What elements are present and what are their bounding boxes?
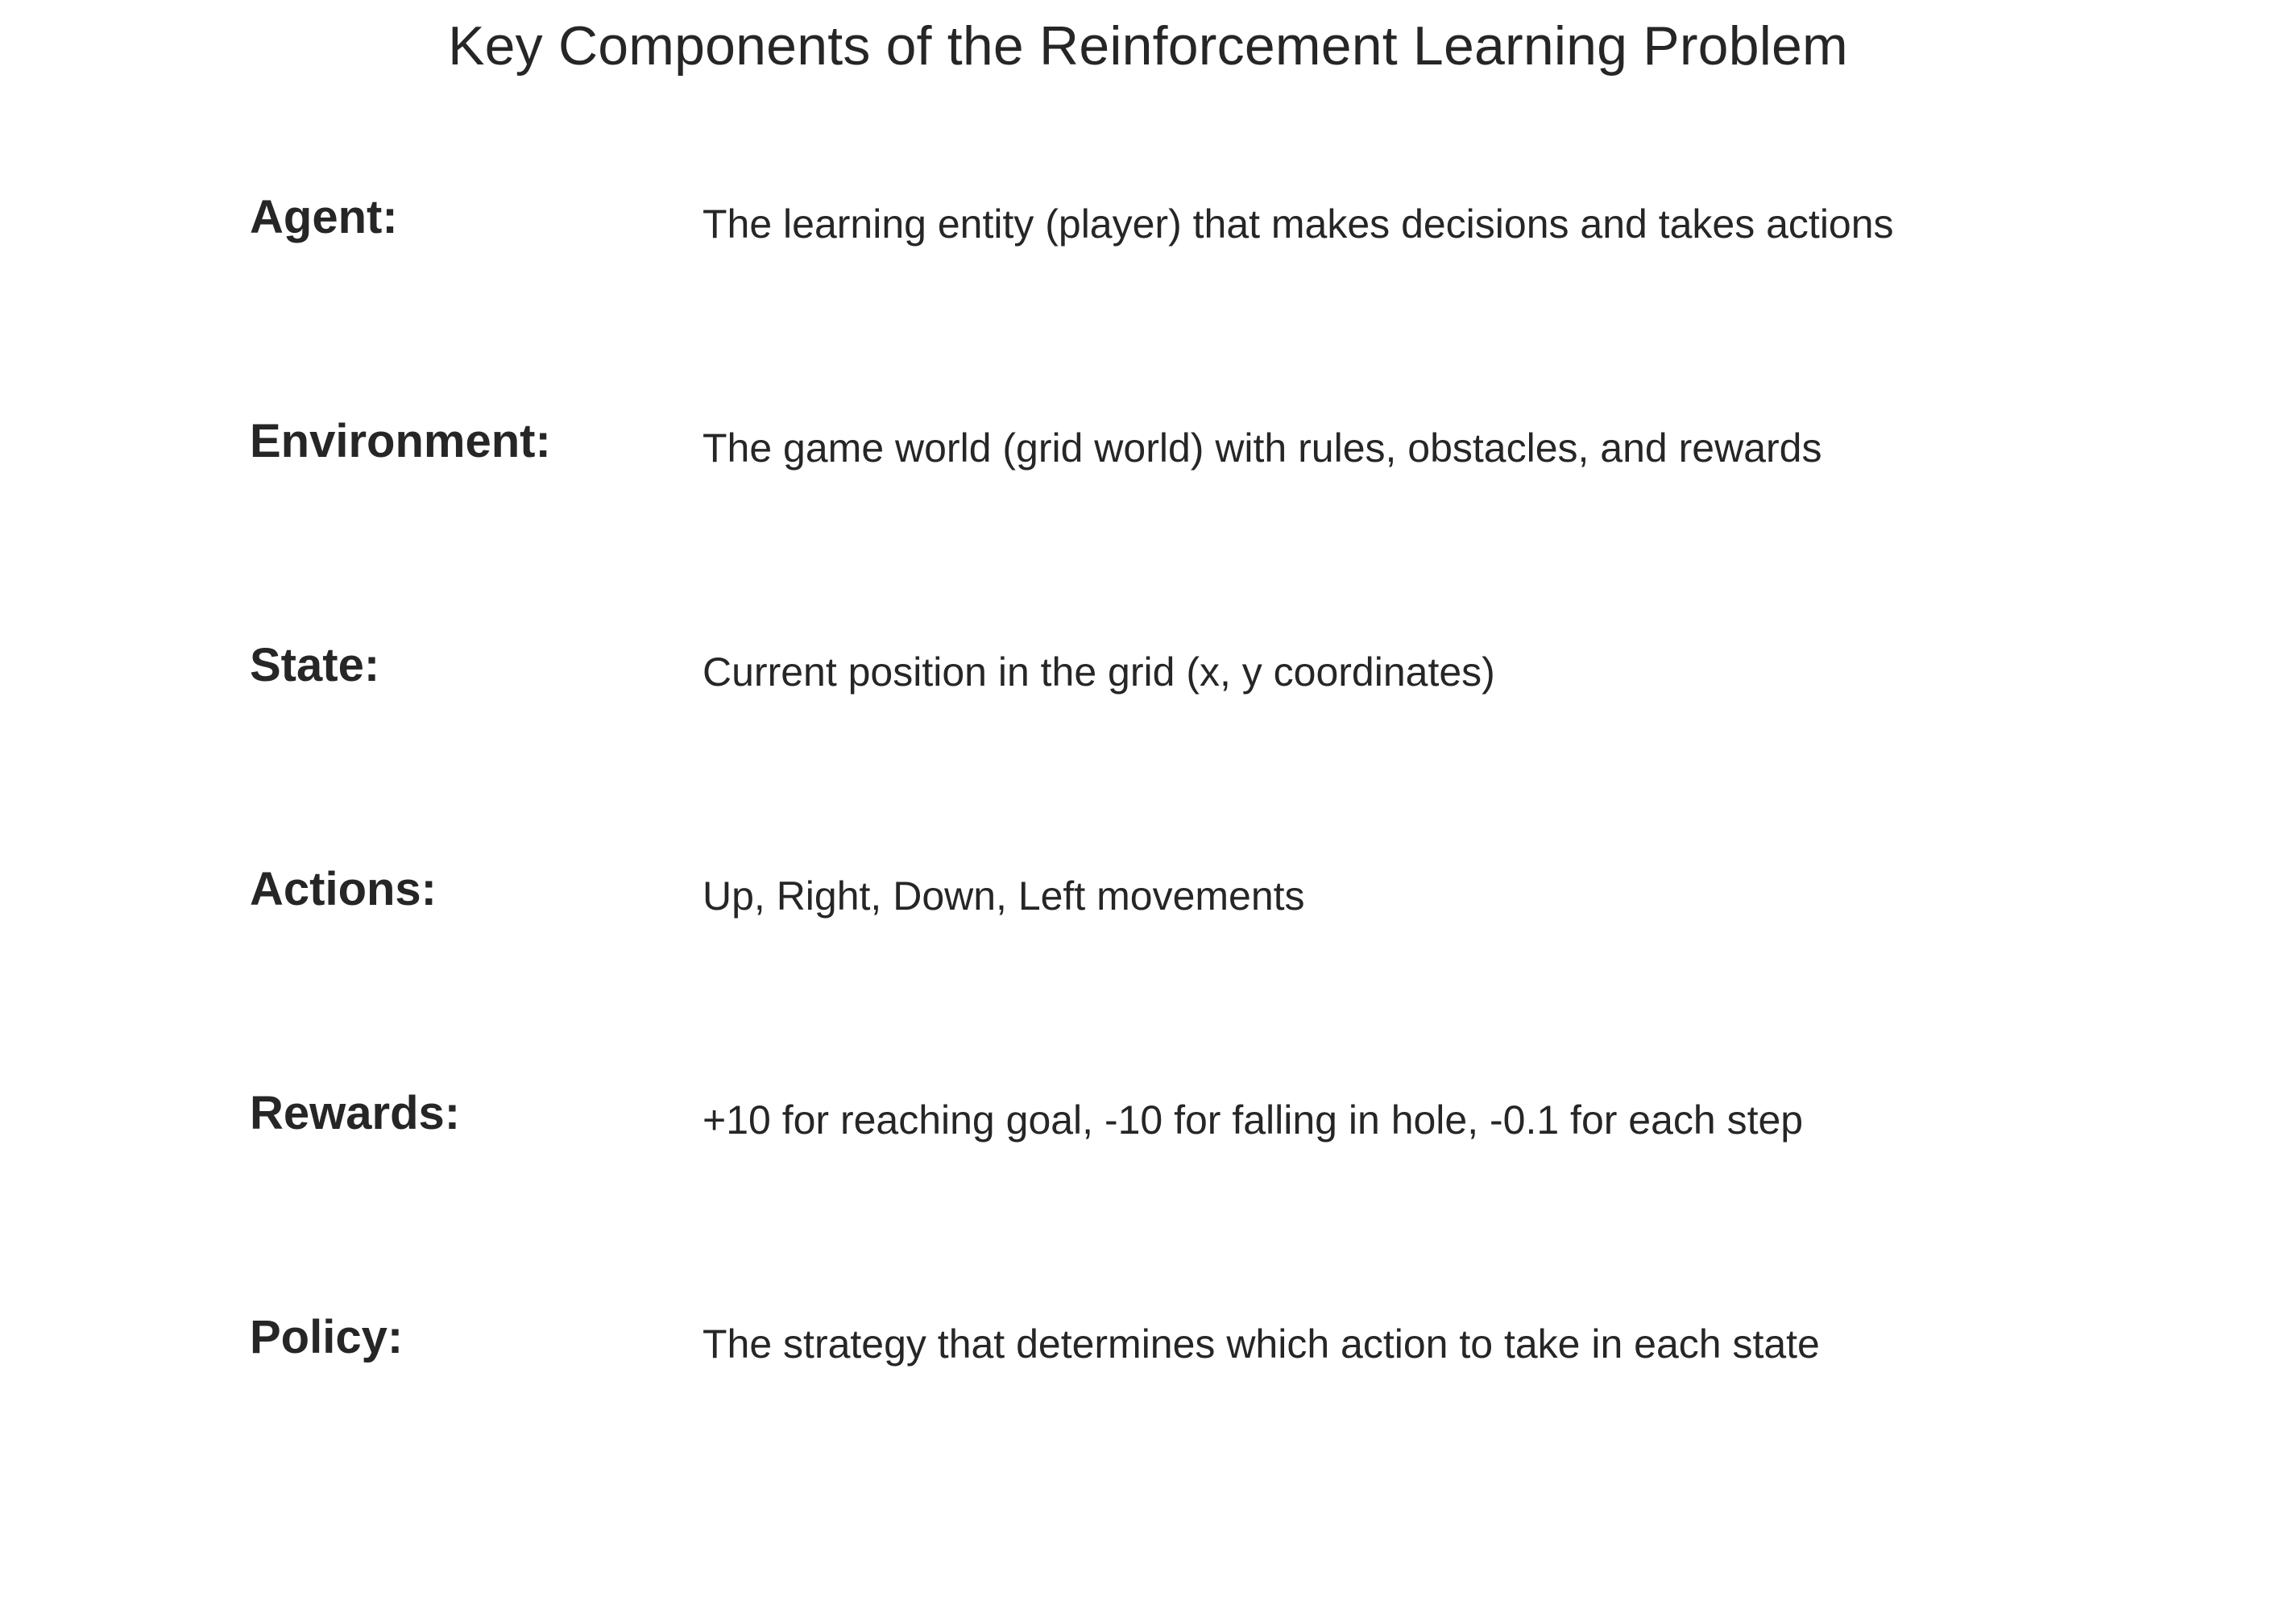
- component-row-policy: [0, 1305, 2296, 1370]
- component-term: Agent:: [250, 191, 398, 243]
- component-definition: The learning entity (player) that makes decisions and takes actions: [702, 201, 1894, 247]
- page-title: Key Components of the Reinforcement Learning Problem: [448, 15, 1848, 77]
- component-definition: Current position in the grid (x, y coordinates): [702, 649, 1495, 695]
- component-definition: Up, Right, Down, Left movements: [702, 873, 1305, 919]
- component-definition: The strategy that determines which action to take in each state: [702, 1321, 1820, 1367]
- component-term: Rewards:: [250, 1087, 461, 1139]
- component-term: Actions:: [250, 863, 437, 915]
- component-row-state: [0, 633, 2296, 698]
- component-row-agent: [0, 185, 2296, 250]
- component-term: Policy:: [250, 1311, 404, 1363]
- component-row-rewards: [0, 1081, 2296, 1146]
- component-definition: +10 for reaching goal, -10 for falling in hole, -0.1 for each step: [702, 1097, 1804, 1143]
- component-definition: The game world (grid world) with rules, obstacles, and rewards: [702, 425, 1822, 471]
- component-term: State:: [250, 639, 380, 691]
- component-row-actions: [0, 857, 2296, 922]
- component-term: Environment:: [250, 415, 551, 467]
- component-row-environment: [0, 409, 2296, 474]
